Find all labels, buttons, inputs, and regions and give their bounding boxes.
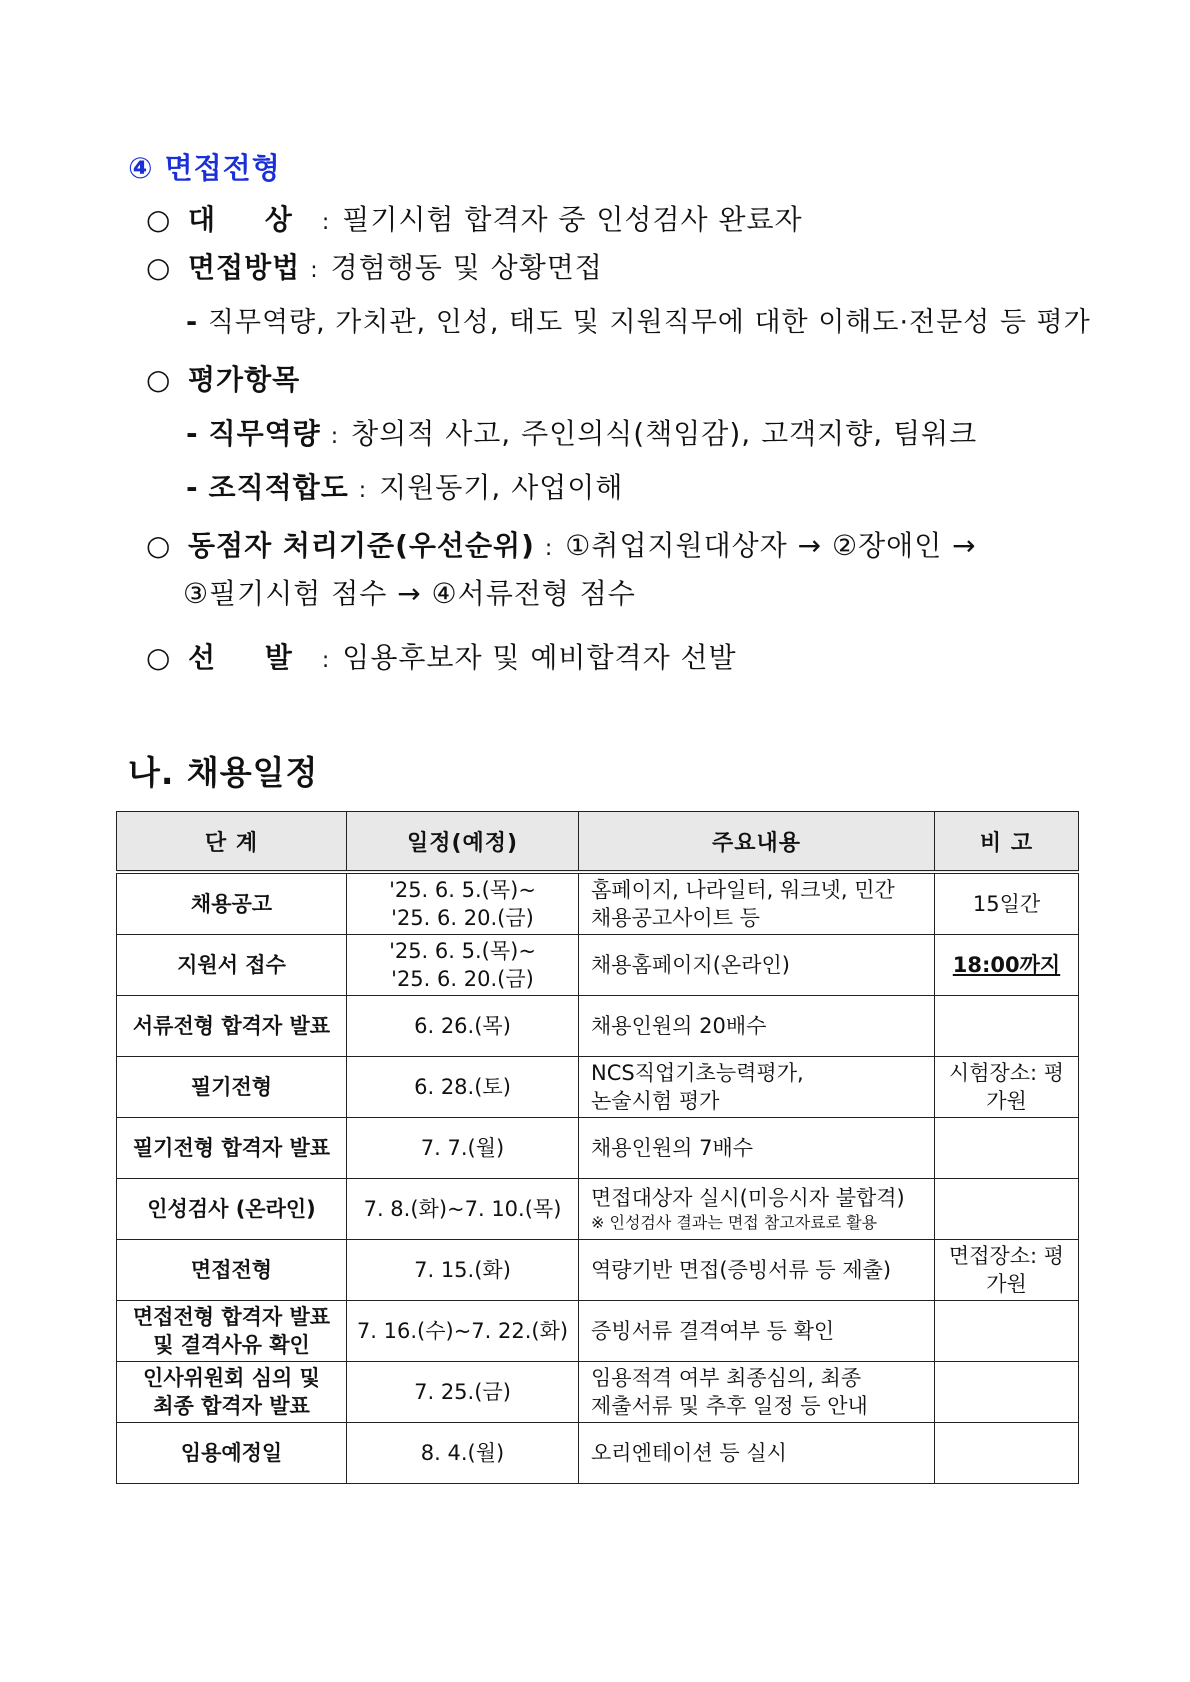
method-text: 경험행동 및 상황면접 [330, 251, 603, 284]
table-row [117, 1179, 1079, 1240]
date-cell: '25. 6. 5.(목)~ '25. 6. 20.(금) [347, 935, 579, 996]
method-label: 면접방법 [188, 251, 301, 284]
date-cell: 7. 16.(수)~7. 22.(화) [347, 1301, 579, 1362]
date-cell: 8. 4.(월) [347, 1423, 579, 1484]
date-cell: 7. 7.(월) [347, 1118, 579, 1179]
deadline-note: 18:00까지 [952, 953, 1061, 977]
select-label: 선 발 [188, 641, 312, 674]
stage-cell: 서류전형 합격자 발표 [117, 996, 347, 1057]
stage-cell: 필기전형 합격자 발표 [117, 1118, 347, 1179]
column-header: 일정(예정) [347, 812, 579, 873]
stage-cell: 인사위원회 심의 및 최종 합격자 발표 [117, 1362, 347, 1423]
date-cell: '25. 6. 5.(목)~ '25. 6. 20.(금) [347, 872, 579, 935]
note-cell [935, 1423, 1079, 1484]
table-header-row [117, 812, 1079, 873]
table-row [117, 1362, 1079, 1423]
column-header: 단 계 [117, 812, 347, 873]
content-cell: 임용적격 여부 최종심의, 최종 제출서류 및 추후 일정 등 안내 [579, 1362, 935, 1423]
column-header: 비 고 [935, 812, 1079, 873]
stage-cell: 임용예정일 [117, 1423, 347, 1484]
content-cell: 오리엔테이션 등 실시 [579, 1423, 935, 1484]
target-text: 필기시험 합격자 중 인성검사 완료자 [342, 203, 803, 236]
eval-item-label: 조직적합도 [208, 471, 349, 504]
eval-label: 평가항목 [188, 363, 301, 396]
table-row [117, 1057, 1079, 1118]
date-cell: 7. 8.(화)~7. 10.(목) [347, 1179, 579, 1240]
note-cell: 면접장소: 평가원 [935, 1240, 1079, 1301]
select-line: ○ 선 발 : 임용후보자 및 예비합격자 선발 [146, 641, 737, 674]
date-cell: 6. 26.(목) [347, 996, 579, 1057]
table-row [117, 996, 1079, 1057]
tie-line: ○ 동점자 처리기준(우선순위) : ①취업지원대상자 → ②장애인 → [146, 529, 977, 562]
select-text: 임용후보자 및 예비합격자 선발 [342, 641, 737, 674]
content-cell: 채용인원의 20배수 [579, 996, 935, 1057]
method-line: ○ 면접방법 : 경험행동 및 상황면접 [146, 251, 603, 284]
tie-line-cont [183, 572, 636, 612]
table-row [117, 1118, 1079, 1179]
target-line: ○ 대 상 : 필기시험 합격자 중 인성검사 완료자 [146, 203, 803, 236]
tie-text-2: ③필기시험 점수 → ④서류전형 점수 [183, 577, 636, 610]
section-title-interview: ④ 면접전형 [128, 151, 281, 185]
note-cell [935, 935, 1079, 996]
table-row [117, 1240, 1079, 1301]
method-sub-line: - 직무역량, 가치관, 인성, 태도 및 지원직무에 대한 이해도·전문성 등 평가 [186, 307, 1091, 338]
eval-item-text: 지원동기, 사업이해 [379, 471, 624, 504]
content-cell: 채용홈페이지(온라인) [579, 935, 935, 996]
note-cell [935, 1362, 1079, 1423]
stage-cell: 지원서 접수 [117, 935, 347, 996]
table-row [117, 935, 1079, 996]
table-row [117, 1423, 1079, 1484]
note-cell: 시험장소: 평가원 [935, 1057, 1079, 1118]
content-cell: 증빙서류 결격여부 등 확인 [579, 1301, 935, 1362]
tie-text-1: ①취업지원대상자 → ②장애인 → [565, 529, 977, 562]
tie-label: 동점자 처리기준(우선순위) [188, 529, 535, 562]
stage-cell: 필기전형 [117, 1057, 347, 1118]
schedule-table [116, 811, 1079, 1484]
date-cell: 7. 25.(금) [347, 1362, 579, 1423]
eval-line: ○ 평가항목 [146, 363, 301, 396]
content-cell: NCS직업기초능력평가, 논술시험 평가 [579, 1057, 935, 1118]
column-header: 주요내용 [579, 812, 935, 873]
footnote: ※ 인성검사 결과는 면접 참고자료로 활용 [591, 1213, 878, 1232]
schedule-title: 나. 채용일정 [128, 753, 319, 792]
stage-cell: 면접전형 [117, 1240, 347, 1301]
content-cell: 역량기반 면접(증빙서류 등 제출) [579, 1240, 935, 1301]
eval-item-1: - 직무역량 : 창의적 사고, 주인의식(책임감), 고객지향, 팀워크 [186, 417, 978, 450]
target-label: 대 상 [188, 203, 312, 236]
eval-item-text: 창의적 사고, 주인의식(책임감), 고객지향, 팀워크 [351, 417, 978, 450]
method-sub-text: 직무역량, 가치관, 인성, 태도 및 지원직무에 대한 이해도·전문성 등 평가 [207, 307, 1091, 338]
note-cell [935, 1118, 1079, 1179]
table-row [117, 872, 1079, 935]
date-cell: 7. 15.(화) [347, 1240, 579, 1301]
stage-cell: 채용공고 [117, 872, 347, 935]
stage-cell: 인성검사 (온라인) [117, 1179, 347, 1240]
date-cell: 6. 28.(토) [347, 1057, 579, 1118]
eval-item-2: - 조직적합도 : 지원동기, 사업이해 [186, 471, 624, 504]
table-row [117, 1301, 1079, 1362]
content-cell: 홈페이지, 나라일터, 워크넷, 민간 채용공고사이트 등 [579, 872, 935, 935]
content-cell: 채용인원의 7배수 [579, 1118, 935, 1179]
stage-cell: 면접전형 합격자 발표 및 결격사유 확인 [117, 1301, 347, 1362]
eval-item-label: 직무역량 [208, 417, 321, 450]
bullet: ○ [146, 203, 172, 236]
note-cell [935, 996, 1079, 1057]
note-cell: 15일간 [935, 872, 1079, 935]
content-cell: 면접대상자 실시(미응시자 불합격) ※ 인성검사 결과는 면접 참고자료로 활용 [579, 1179, 935, 1240]
note-cell [935, 1179, 1079, 1240]
note-cell [935, 1301, 1079, 1362]
